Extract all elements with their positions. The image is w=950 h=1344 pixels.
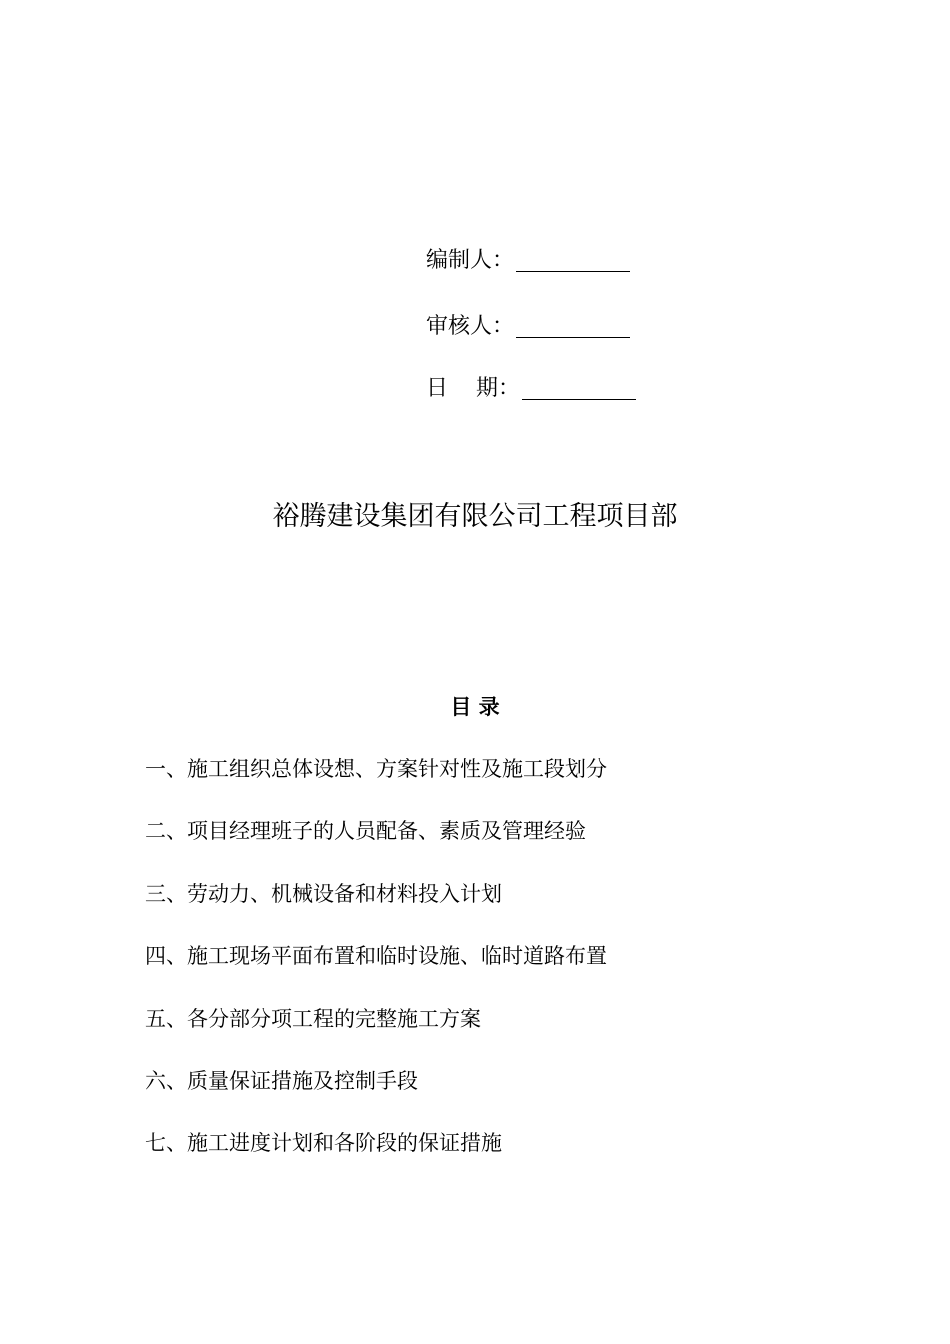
date-blank bbox=[522, 399, 636, 400]
toc-item: 二、项目经理班子的人员配备、素质及管理经验 bbox=[145, 819, 586, 844]
compiler-label: 编制人： bbox=[426, 248, 515, 273]
date-row bbox=[426, 372, 636, 402]
toc-list bbox=[145, 756, 607, 1193]
reviewer-signature-blank bbox=[516, 337, 630, 338]
compiler-signature-blank bbox=[516, 271, 630, 272]
company-name: 裕腾建设集团有限公司工程项目部 bbox=[272, 501, 678, 532]
toc-item: 三、劳动力、机械设备和材料投入计划 bbox=[145, 881, 502, 906]
toc-title: 目 录 bbox=[450, 694, 500, 719]
toc-item: 一、施工组织总体设想、方案针对性及施工段划分 bbox=[145, 757, 607, 781]
compiler-signature-row bbox=[426, 244, 630, 274]
toc-item: 四、施工现场平面布置和临时设施、临时道路布置 bbox=[145, 944, 607, 969]
toc-item: 七、施工进度计划和各阶段的保证措施 bbox=[145, 1131, 502, 1156]
toc-item: 六、质量保证措施及控制手段 bbox=[145, 1068, 418, 1093]
reviewer-label: 审核人： bbox=[426, 314, 515, 339]
toc-item: 五、各分部分项工程的完整施工方案 bbox=[145, 1006, 481, 1031]
date-label: 日 期： bbox=[426, 376, 520, 401]
reviewer-signature-row bbox=[426, 310, 630, 340]
